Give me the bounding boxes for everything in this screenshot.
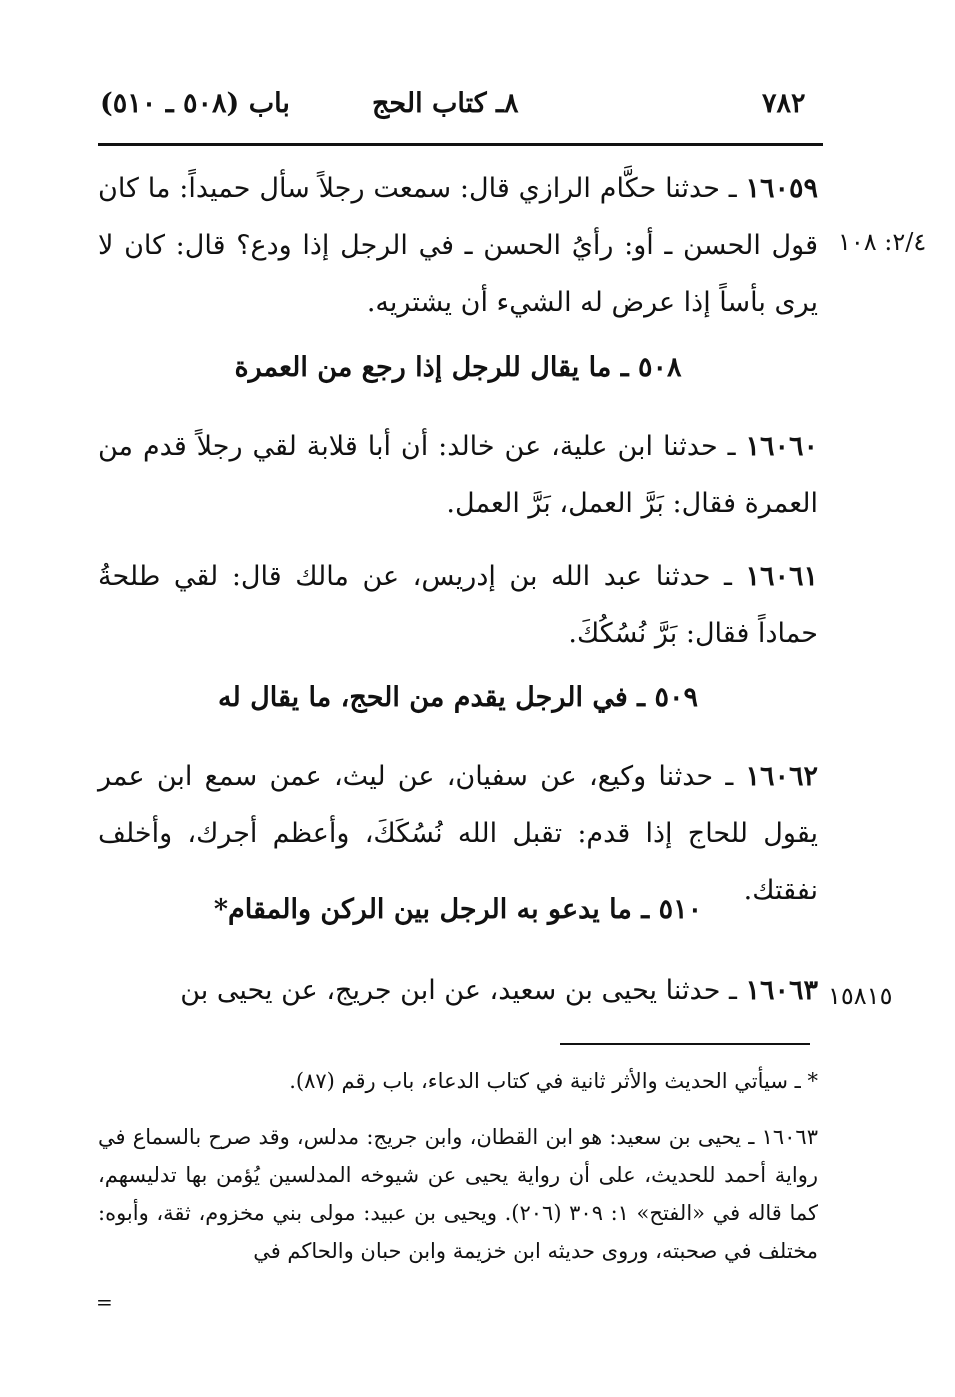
book-title: ٨ـ كتاب الحج bbox=[372, 88, 519, 119]
chapter-range: باب (٥٠٨ ـ ٥١٠) bbox=[100, 88, 290, 119]
hadith-number: ١٦٠٦١ bbox=[745, 561, 818, 592]
continuation-mark: = bbox=[96, 1290, 113, 1314]
hadith-text: ـ حدثنا حكَّام الرازي قال: سمعت رجلاً سأل حميداً: ما كان قول الحسن ـ أو: رأيُ الحسن ـ في الرجل إذا ودع؟ قال: كان لا يرى بأساً إذا عرض له الشيء أن يشتريه. bbox=[98, 173, 818, 318]
hadith-number: ١٦٠٦٢ bbox=[745, 761, 818, 792]
section-heading-508: ٥٠٨ ـ ما يقال للرجل إذا رجع من العمرة bbox=[234, 352, 682, 383]
footnote-divider bbox=[560, 1043, 810, 1045]
hadith-16061 bbox=[98, 548, 818, 662]
hadith-text: ـ حدثنا عبد الله بن إدريس، عن مالك قال: لقي طلحةُ حماداً فقال: بَرَّ نُسُكُكَ. bbox=[98, 561, 818, 649]
hadith-text: ـ حدثنا ابن علية، عن خالد: أن أبا قلابة لقي رجلاً قدم من العمرة فقال: بَرَّ العمل، بَرَّ العمل. bbox=[98, 431, 818, 519]
hadith-number: ١٦٠٦٣ bbox=[745, 975, 818, 1006]
margin-reference: ١٥٨١٥ bbox=[828, 982, 893, 1010]
hadith-number: ١٦٠٥٩ bbox=[745, 173, 818, 204]
footnote-16063: ١٦٠٦٣ ـ يحيى بن سعيد: هو ابن القطان، وابن جريج: مدلس، وقد صرح بالسماع في رواية أحمد للحديث، على أن رواية يحيى عن شيوخه المدلسين يُؤمن بها تدليسهم، كما قاله في «الفتح» ١: ٣٠٩ (٢٠٦). ويحيى بن عبيد: مولى بني مخزوم، ثقة، وأبوه: مختلف في صحبته، وروى حديثه ابن خزيمة وابن حبان والحاكم في bbox=[98, 1125, 818, 1263]
hadith-text: ـ حدثنا وكيع، عن سفيان، عن ليث، عمن سمع ابن عمر يقول للحاج إذا قدم: تقبل الله نُسُكَكَ، وأعظم أجرك، وأخلف نفقتك. bbox=[98, 761, 818, 906]
footnote-star: * ـ سيأتي الحديث والأثر ثانية في كتاب الدعاء، باب رقم (٨٧). bbox=[289, 1069, 818, 1093]
header-divider bbox=[98, 143, 823, 146]
hadith-number: ١٦٠٦٠ bbox=[745, 431, 818, 462]
margin-reference: ٢/٤: ١٠٨ bbox=[838, 228, 927, 256]
hadith-16059 bbox=[98, 160, 818, 331]
hadith-16060 bbox=[98, 418, 818, 532]
hadith-16063 bbox=[98, 962, 818, 1019]
hadith-text: ـ حدثنا يحيى بن سعيد، عن ابن جريج، عن يحيى بن bbox=[180, 975, 746, 1006]
section-heading-509: ٥٠٩ ـ في الرجل يقدم من الحج، ما يقال له bbox=[218, 682, 698, 713]
page-number: ٧٨٢ bbox=[762, 88, 806, 119]
section-heading-510: ٥١٠ ـ ما يدعو به الرجل بين الركن والمقام* bbox=[213, 894, 703, 925]
